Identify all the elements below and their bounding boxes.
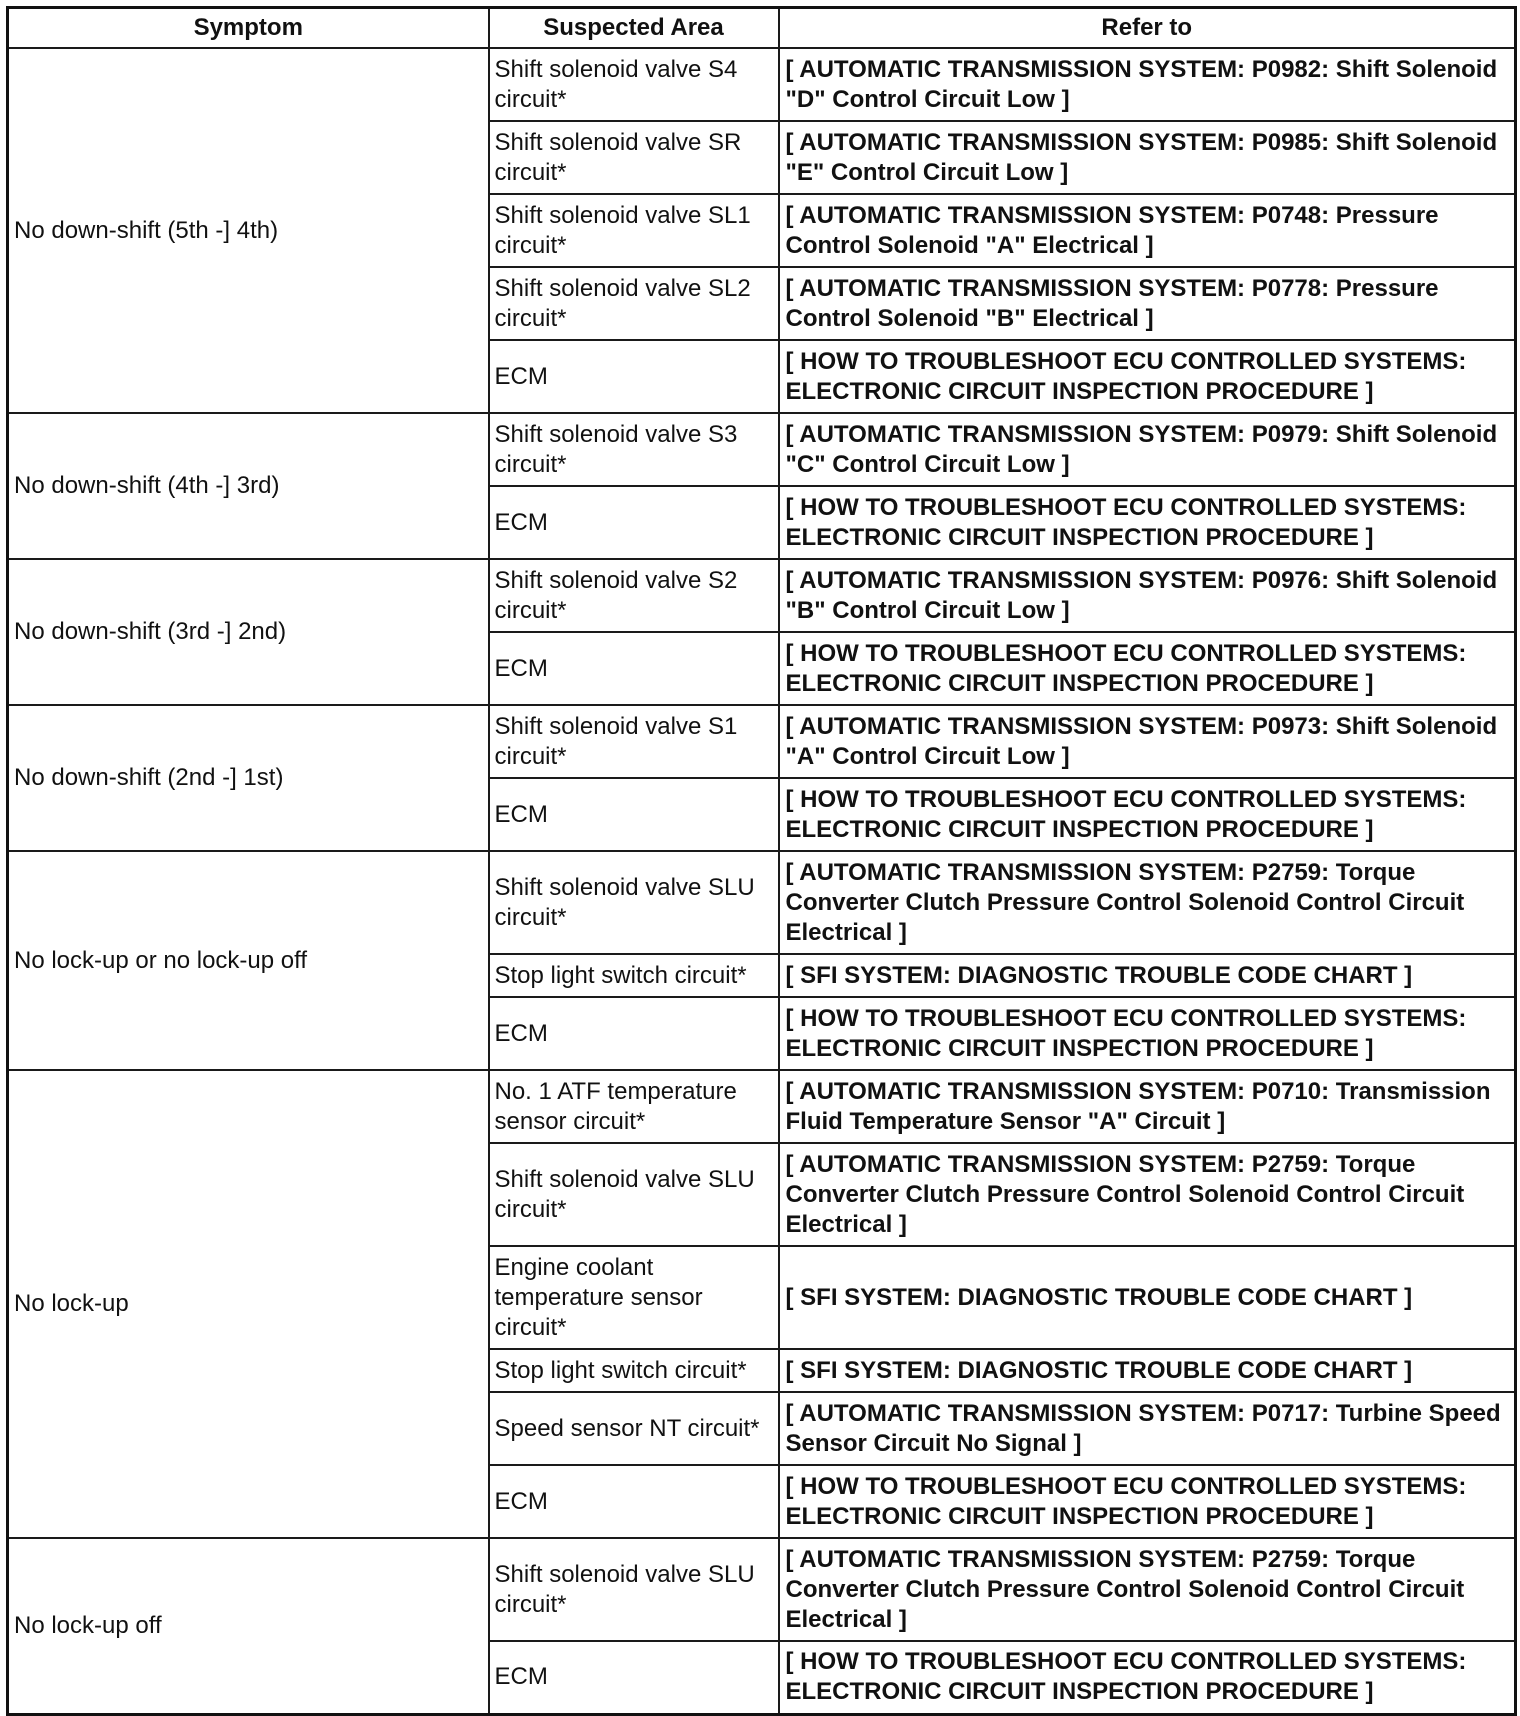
- header-suspected-area: Suspected Area: [489, 8, 779, 49]
- suspected-area-cell: Shift solenoid valve SLU circuit*: [489, 851, 779, 954]
- header-symptom: Symptom: [8, 8, 489, 49]
- refer-to-link[interactable]: [ AUTOMATIC TRANSMISSION SYSTEM: P0973: Shift Solenoid "A" Control Circuit Low ]: [779, 705, 1516, 778]
- table-row: [8, 851, 1516, 954]
- refer-to-link[interactable]: [ HOW TO TROUBLESHOOT ECU CONTROLLED SYSTEMS: ELECTRONIC CIRCUIT INSPECTION PROCEDURE ]: [779, 1465, 1516, 1538]
- symptom-cell: No down-shift (5th -] 4th): [8, 48, 489, 413]
- refer-to-link[interactable]: [ SFI SYSTEM: DIAGNOSTIC TROUBLE CODE CHART ]: [779, 1349, 1516, 1392]
- suspected-area-cell: Shift solenoid valve SLU circuit*: [489, 1538, 779, 1641]
- symptom-cell: No down-shift (4th -] 3rd): [8, 413, 489, 559]
- symptom-cell: No down-shift (3rd -] 2nd): [8, 559, 489, 705]
- suspected-area-cell: ECM: [489, 486, 779, 559]
- refer-to-link[interactable]: [ HOW TO TROUBLESHOOT ECU CONTROLLED SYSTEMS: ELECTRONIC CIRCUIT INSPECTION PROCEDURE ]: [779, 1641, 1516, 1714]
- suspected-area-cell: Shift solenoid valve S1 circuit*: [489, 705, 779, 778]
- refer-to-link[interactable]: [ SFI SYSTEM: DIAGNOSTIC TROUBLE CODE CHART ]: [779, 954, 1516, 997]
- suspected-area-cell: Shift solenoid valve SR circuit*: [489, 121, 779, 194]
- suspected-area-cell: Shift solenoid valve S3 circuit*: [489, 413, 779, 486]
- refer-to-link[interactable]: [ AUTOMATIC TRANSMISSION SYSTEM: P0976: Shift Solenoid "B" Control Circuit Low ]: [779, 559, 1516, 632]
- refer-to-link[interactable]: [ SFI SYSTEM: DIAGNOSTIC TROUBLE CODE CHART ]: [779, 1246, 1516, 1349]
- refer-to-link[interactable]: [ AUTOMATIC TRANSMISSION SYSTEM: P0710: Transmission Fluid Temperature Sensor "A" Circuit ]: [779, 1070, 1516, 1143]
- suspected-area-cell: Shift solenoid valve SL2 circuit*: [489, 267, 779, 340]
- suspected-area-cell: Shift solenoid valve SL1 circuit*: [489, 194, 779, 267]
- refer-to-link[interactable]: [ AUTOMATIC TRANSMISSION SYSTEM: P0982: Shift Solenoid "D" Control Circuit Low ]: [779, 48, 1516, 121]
- troubleshooting-table: [6, 6, 1517, 1716]
- symptom-cell: No lock-up: [8, 1070, 489, 1538]
- table-row: [8, 48, 1516, 121]
- suspected-area-cell: Stop light switch circuit*: [489, 954, 779, 997]
- suspected-area-cell: Stop light switch circuit*: [489, 1349, 779, 1392]
- refer-to-link[interactable]: [ HOW TO TROUBLESHOOT ECU CONTROLLED SYSTEMS: ELECTRONIC CIRCUIT INSPECTION PROCEDURE ]: [779, 778, 1516, 851]
- refer-to-link[interactable]: [ HOW TO TROUBLESHOOT ECU CONTROLLED SYSTEMS: ELECTRONIC CIRCUIT INSPECTION PROCEDURE ]: [779, 340, 1516, 413]
- suspected-area-cell: Speed sensor NT circuit*: [489, 1392, 779, 1465]
- symptom-cell: No down-shift (2nd -] 1st): [8, 705, 489, 851]
- refer-to-link[interactable]: [ AUTOMATIC TRANSMISSION SYSTEM: P2759: Torque Converter Clutch Pressure Control Solenoid Control Circuit Electrical ]: [779, 1538, 1516, 1641]
- suspected-area-cell: ECM: [489, 1641, 779, 1714]
- refer-to-link[interactable]: [ AUTOMATIC TRANSMISSION SYSTEM: P0985: Shift Solenoid "E" Control Circuit Low ]: [779, 121, 1516, 194]
- header-refer-to: Refer to: [779, 8, 1516, 49]
- suspected-area-cell: Shift solenoid valve SLU circuit*: [489, 1143, 779, 1246]
- refer-to-link[interactable]: [ HOW TO TROUBLESHOOT ECU CONTROLLED SYSTEMS: ELECTRONIC CIRCUIT INSPECTION PROCEDURE ]: [779, 486, 1516, 559]
- refer-to-link[interactable]: [ AUTOMATIC TRANSMISSION SYSTEM: P0979: Shift Solenoid "C" Control Circuit Low ]: [779, 413, 1516, 486]
- refer-to-link[interactable]: [ AUTOMATIC TRANSMISSION SYSTEM: P2759: Torque Converter Clutch Pressure Control Solenoid Control Circuit Electrical ]: [779, 1143, 1516, 1246]
- suspected-area-cell: ECM: [489, 632, 779, 705]
- refer-to-link[interactable]: [ HOW TO TROUBLESHOOT ECU CONTROLLED SYSTEMS: ELECTRONIC CIRCUIT INSPECTION PROCEDURE ]: [779, 997, 1516, 1070]
- symptom-cell: No lock-up or no lock-up off: [8, 851, 489, 1070]
- refer-to-link[interactable]: [ AUTOMATIC TRANSMISSION SYSTEM: P2759: Torque Converter Clutch Pressure Control Solenoid Control Circuit Electrical ]: [779, 851, 1516, 954]
- suspected-area-cell: Engine coolant temperature sensor circuit*: [489, 1246, 779, 1349]
- suspected-area-cell: ECM: [489, 1465, 779, 1538]
- symptom-cell: No lock-up off: [8, 1538, 489, 1714]
- refer-to-link[interactable]: [ AUTOMATIC TRANSMISSION SYSTEM: P0748: Pressure Control Solenoid "A" Electrical ]: [779, 194, 1516, 267]
- table-row: [8, 413, 1516, 486]
- refer-to-link[interactable]: [ AUTOMATIC TRANSMISSION SYSTEM: P0778: Pressure Control Solenoid "B" Electrical ]: [779, 267, 1516, 340]
- table-row: [8, 1538, 1516, 1641]
- suspected-area-cell: ECM: [489, 778, 779, 851]
- document-sheet: [6, 6, 1514, 1716]
- suspected-area-cell: No. 1 ATF temperature sensor circuit*: [489, 1070, 779, 1143]
- refer-to-link[interactable]: [ HOW TO TROUBLESHOOT ECU CONTROLLED SYSTEMS: ELECTRONIC CIRCUIT INSPECTION PROCEDURE ]: [779, 632, 1516, 705]
- table-row: [8, 705, 1516, 778]
- header-row: [8, 8, 1516, 49]
- table-row: [8, 1070, 1516, 1143]
- table-row: [8, 559, 1516, 632]
- refer-to-link[interactable]: [ AUTOMATIC TRANSMISSION SYSTEM: P0717: Turbine Speed Sensor Circuit No Signal ]: [779, 1392, 1516, 1465]
- suspected-area-cell: ECM: [489, 340, 779, 413]
- suspected-area-cell: ECM: [489, 997, 779, 1070]
- suspected-area-cell: Shift solenoid valve S4 circuit*: [489, 48, 779, 121]
- table-body: [8, 48, 1516, 1714]
- suspected-area-cell: Shift solenoid valve S2 circuit*: [489, 559, 779, 632]
